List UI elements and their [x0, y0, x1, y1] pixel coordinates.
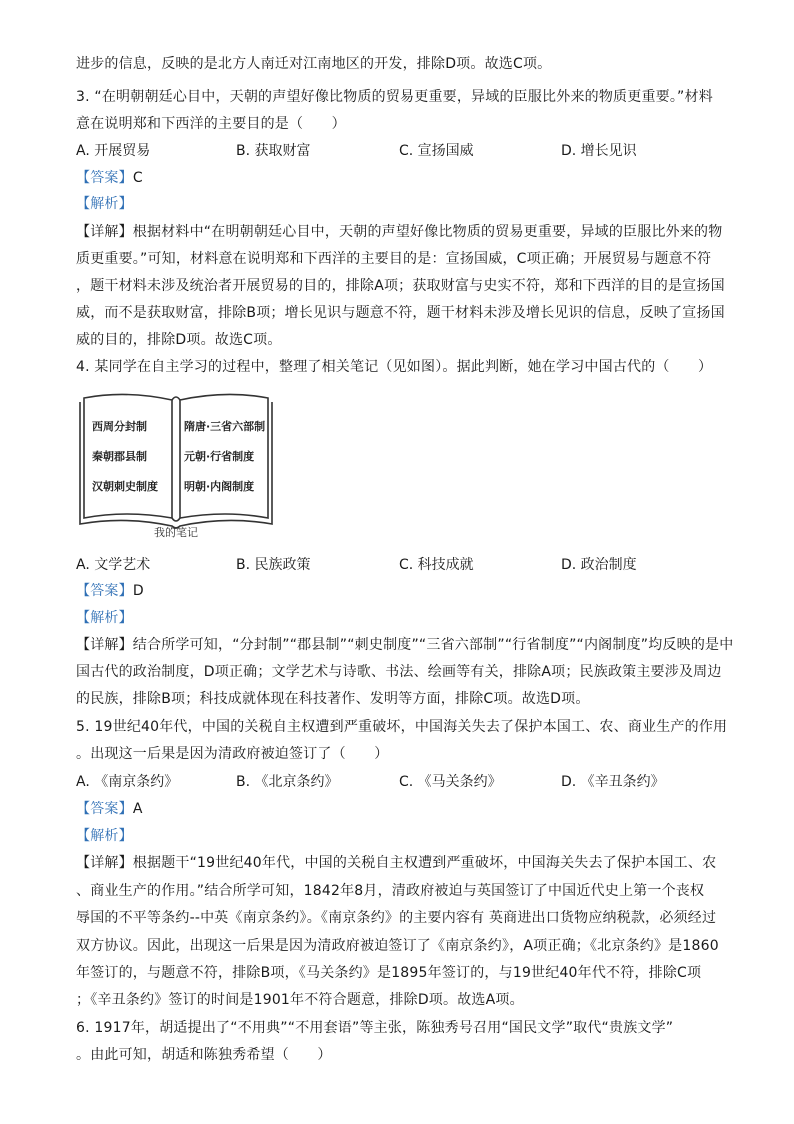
- q5-detail-line-5: 年签订的，与题意不符，排除B项，《马关条约》是1895年签订的，与19世纪40年代不符，排除C项: [76, 965, 702, 981]
- notebook-right-line-2: 元朝·行省制度: [184, 450, 255, 463]
- q4-detail-line-1: 【详解】结合所学可知，“分封制”“郡县制”“刺史制度”“三省六部制”“行省制度”“内阁制度”均反映的是中: [76, 637, 734, 653]
- q3-option-d: D. 增长见识: [561, 143, 637, 159]
- q3-option-c: C. 宣扬国威: [399, 143, 474, 159]
- q4-stem: 4. 某同学在自主学习的过程中，整理了相关笔记（见如图）。据此判断，她在学习中国古代的（ ）: [76, 359, 713, 375]
- q4-detail-line-3: 的民族，排除B项；科技成就体现在科技著作、发明等方面，排除C项。故选D项。: [76, 691, 590, 707]
- q3-stem-line-2: 意在说明郑和下西洋的主要目的是（ ）: [76, 116, 346, 132]
- q5-detail-line-4: 双方协议。因此，出现这一后果是因为清政府被迫签订了《南京条约》，A项正确；《北京条约》是1860: [76, 938, 719, 954]
- q3-detail-line-3: ，题干材料未涉及统治者开展贸易的目的，排除A项；获取财富与史实不符，郑和下西洋的目的是宣扬国: [76, 278, 725, 294]
- q3-option-b: B. 获取财富: [236, 143, 311, 159]
- q4-answer: [76, 581, 144, 601]
- answer-value: A: [132, 801, 143, 817]
- q5-answer: [76, 799, 143, 819]
- q3-analysis-label: 【解析】: [76, 196, 133, 212]
- notebook-right-line-3: 明朝·内阁制度: [184, 480, 255, 493]
- q3-detail-line-4: 威，而不是获取财富，排除B项；增长见识与题意不符，题干材料未涉及增长见识的信息，反映了宣扬国: [76, 305, 725, 321]
- q6-stem-line-2: 。由此可知，胡适和陈独秀希望（ ）: [76, 1047, 332, 1063]
- notebook-caption: 我的笔记: [154, 526, 198, 538]
- q5-stem-line-1: 5. 19世纪40年代，中国的关税自主权遭到严重破坏，中国海关失去了保护本国工、农、商业生产的作用: [76, 719, 728, 735]
- notebook-left-line-1: 西周分封制: [92, 420, 147, 433]
- q5-option-d: D. 《辛丑条约》: [561, 774, 665, 790]
- q5-option-c: C. 《马关条约》: [399, 774, 502, 790]
- q3-detail-line-2: 质更重要。”可知，材料意在说明郑和下西洋的主要目的是：宣扬国威，C项正确；开展贸易与题意不符: [76, 251, 712, 267]
- q4-option-c: C. 科技成就: [399, 557, 474, 573]
- q4-option-a: A. 文学艺术: [76, 557, 151, 573]
- q5-stem-line-2: 。出现这一后果是因为清政府被迫签订了（ ）: [76, 746, 389, 762]
- q5-detail-line-6: ；《辛丑条约》签订的时间是1901年不符合题意，排除D项。故选A项。: [76, 992, 524, 1008]
- answer-value: C: [132, 170, 143, 186]
- notebook-left-line-3: 汉朝刺史制度: [92, 480, 158, 493]
- answer-value: D: [132, 583, 144, 599]
- q3-detail-line-1: 【详解】根据材料中“在明朝朝廷心目中，天朝的声望好像比物质的贸易更重要，异域的臣服比外来的物: [76, 224, 723, 240]
- answer-label: 【答案】: [76, 801, 133, 817]
- q5-detail-line-2: 、商业生产的作用。”结合所学可知，1842年8月，清政府被迫与英国签订了中国近代史上第一个丧权: [76, 883, 705, 899]
- answer-label: 【答案】: [76, 170, 133, 186]
- notebook-left-line-2: 秦朝郡县制: [92, 450, 147, 463]
- q4-option-d: D. 政治制度: [561, 557, 637, 573]
- q6-stem-line-1: 6. 1917年，胡适提出了“不用典”“不用套语”等主张，陈独秀号召用“国民文学”取代“贵族文学”: [76, 1020, 674, 1036]
- q4-option-b: B. 民族政策: [236, 557, 311, 573]
- prev-analysis-tail: 进步的信息，反映的是北方人南迁对江南地区的开发，排除D项。故选C项。: [76, 56, 552, 72]
- q5-detail-line-3: 辱国的不平等条约--中英《南京条约》。《南京条约》的主要内容有 英商进出口货物应纳税款，必须经过: [76, 910, 717, 926]
- q4-detail-line-2: 国古代的政治制度，D项正确；文学艺术与诗歌、书法、绘画等有关，排除A项；民族政策主要涉及周边: [76, 664, 722, 680]
- q4-analysis-label: 【解析】: [76, 610, 133, 626]
- q5-option-b: B. 《北京条约》: [236, 774, 339, 790]
- q3-stem-line-1: 3. “在明朝朝廷心目中，天朝的声望好像比物质的贸易更重要，异域的臣服比外来的物质更重要。”材料: [76, 89, 713, 105]
- q5-detail-line-1: 【详解】根据题干“19世纪40年代，中国的关税自主权遭到严重破坏，中国海关失去了保护本国工、农: [76, 855, 717, 871]
- q5-option-a: A. 《南京条约》: [76, 774, 179, 790]
- notebook-image: [76, 388, 276, 538]
- q3-detail-line-5: 威的目的，排除D项。故选C项。: [76, 332, 282, 348]
- q5-analysis-label: 【解析】: [76, 828, 133, 844]
- notebook-right-line-1: 隋唐·三省六部制: [184, 420, 266, 433]
- q3-answer: [76, 168, 143, 188]
- q3-option-a: A. 开展贸易: [76, 143, 151, 159]
- answer-label: 【答案】: [76, 583, 133, 599]
